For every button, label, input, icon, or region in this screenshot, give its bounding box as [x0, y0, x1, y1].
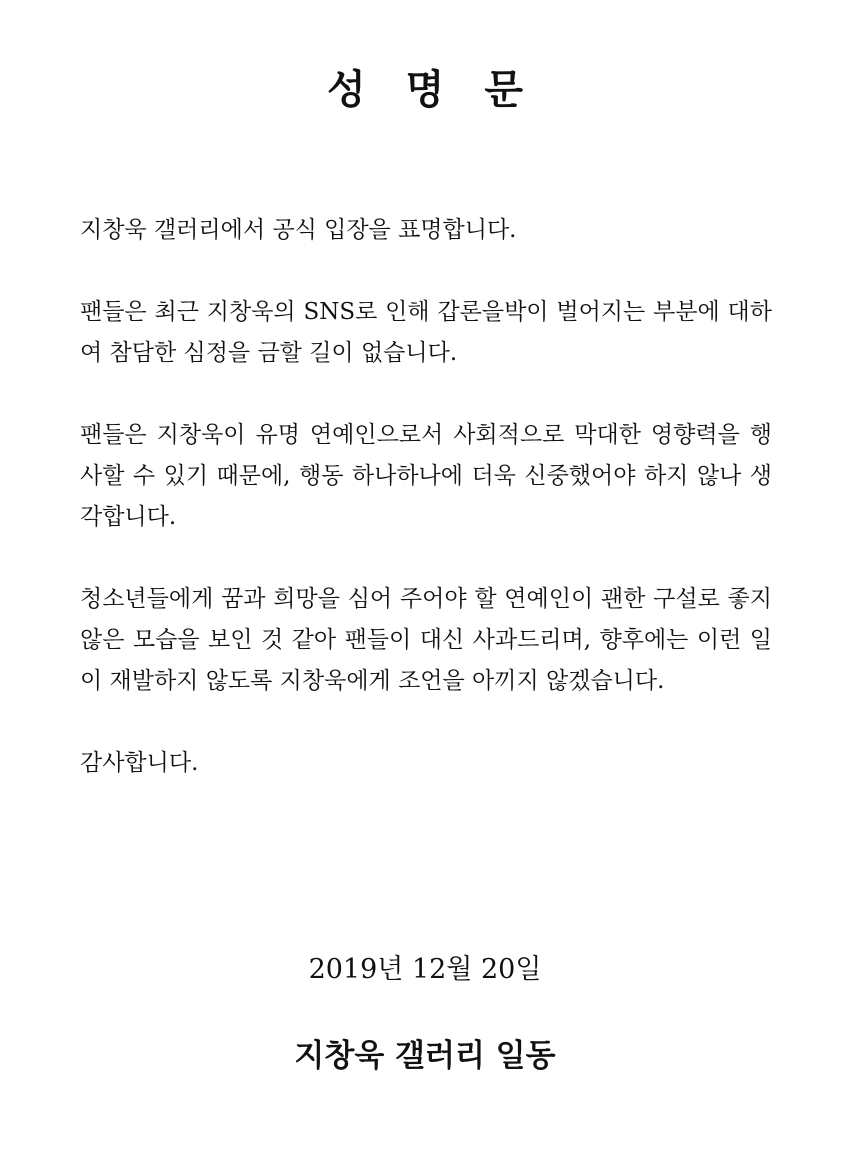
paragraph-thanks: 감사합니다.: [80, 750, 199, 776]
document-title: [0, 66, 850, 114]
paragraph-apology: 청소년들에게 꿈과 희망을 심어 주어야 할 연예인이 괜한 구설로 좋지 않은 모습을 보인 것 같아 팬들이 대신 사과드리며, 향후에는 이런 일이 재발하지 않도록 지창욱에게 조언을 아끼지 않겠습니다.: [80, 586, 772, 694]
title-char: 문: [484, 66, 523, 113]
statement-body: [80, 210, 772, 784]
paragraph-sns: 팬들은 최근 지창욱의 SNS로 인해 갑론을박이 벌어지는 부분에 대하여 참담한 심정을 금할 길이 없습니다.: [80, 299, 772, 366]
paragraph-intro: 지창욱 갤러리에서 공식 입장을 표명합니다.: [80, 217, 517, 243]
title-char: 성: [327, 66, 366, 113]
paragraph-influence: 팬들은 지창욱이 유명 연예인으로서 사회적으로 막대한 영향력을 행사할 수 있기 때문에, 행동 하나하나에 더욱 신중했어야 하지 않나 생각합니다.: [80, 422, 772, 530]
title-char: 명: [405, 66, 445, 113]
statement-date: 2019년 12월 20일: [308, 954, 542, 985]
statement-signer: 지창욱 갤러리 일동: [294, 1038, 556, 1074]
